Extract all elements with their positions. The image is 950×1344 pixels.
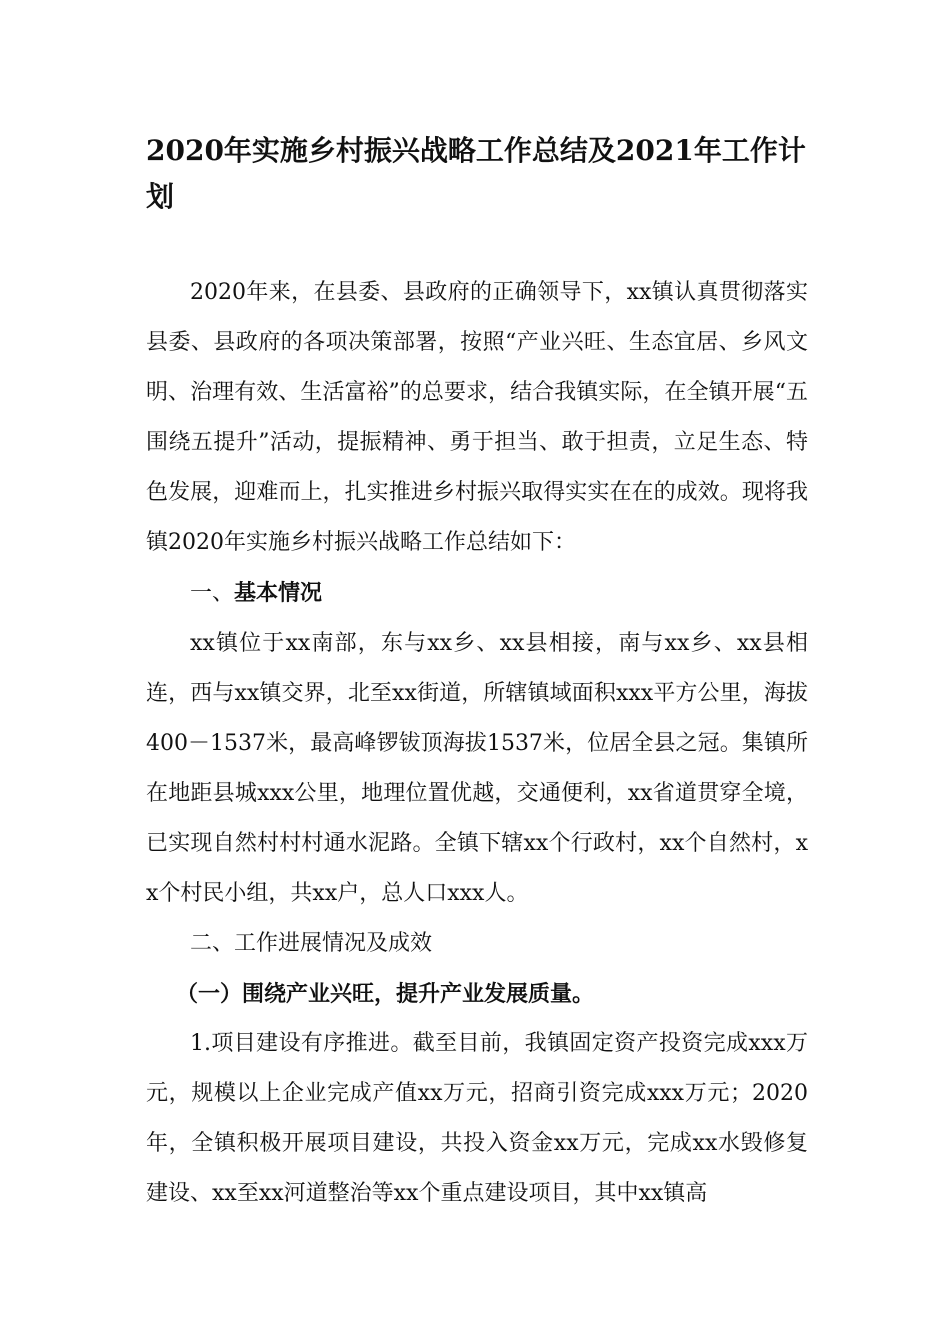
document-body — [146, 268, 808, 1219]
project-paragraph: 1.项目建设有序推进。截至目前，我镇固定资产投资完成xxx万元，规模以上企业完成产值xx万元，招商引资完成xxx万元；2020年，全镇积极开展项目建设，共投入资金xx万元，完成xx水毁修复建设、xx至xx河道整治等xx个重点建设项目，其中xx镇高 — [146, 1031, 808, 1206]
intro-paragraph: 2020年来，在县委、县政府的正确领导下，xx镇认真贯彻落实县委、县政府的各项决策部署，按照“产业兴旺、生态宜居、乡风文明、治理有效、生活富裕”的总要求，结合我镇实际，在全镇开展“五围绕五提升”活动，提振精神、勇于担当、敢于担责，立足生态、特色发展，迎难而上，扎实推进乡村振兴取得实实在在的成效。现将我镇2020年实施乡村振兴战略工作总结如下： — [146, 280, 808, 555]
section-heading-label: 基本情况 — [234, 580, 323, 606]
basic-info-paragraph: xx镇位于xx南部，东与xx乡、xx县相接，南与xx乡、xx县相连，西与xx镇交界，北至xx街道，所辖镇域面积xxx平方公里，海拔400－1537米，最高峰锣钹顶海拔1537米，位居全县之冠。集镇所在地距县城xxx公里，地理位置优越，交通便利，xx省道贯穿全境，已实现自然村村村通水泥路。全镇下辖xx个行政村，xx个自然村，xx个村民小组，共xx户，总人口xxx人。 — [146, 631, 808, 906]
document-title: 2020年实施乡村振兴战略工作总结及2021年工作计划 — [146, 134, 806, 213]
section-heading-progress: 二、工作进展情况及成效 — [190, 931, 433, 956]
subsection-heading-industry: （一）围绕产业兴旺，提升产业发展质量。 — [176, 981, 595, 1007]
section-heading-number: 一、 — [190, 581, 235, 606]
section-heading-basic-info — [146, 568, 808, 619]
